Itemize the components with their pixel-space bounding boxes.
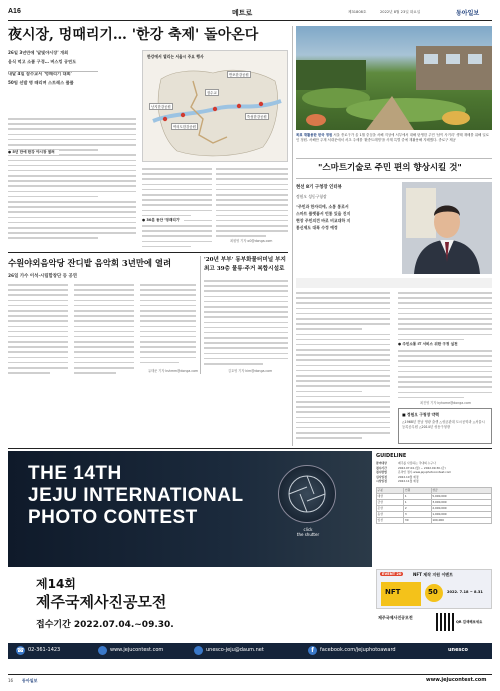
map-label: 반포한강공원: [229, 73, 249, 77]
prize-cell: 100,000: [431, 517, 491, 523]
prize-cell: 30: [404, 517, 431, 523]
prize-cell: 은상: [377, 505, 404, 511]
phone-icon: ☎: [16, 647, 25, 654]
article4-headline-2: 최고 39층 물류·주거 복합시설로: [204, 266, 285, 272]
email-icon: [194, 646, 203, 655]
guideline-title: GUIDELINE: [376, 453, 407, 459]
guide-value: 2022.07.04.(월) ~ 2022.09.30.(금): [398, 465, 446, 470]
advertisement: [8, 448, 492, 670]
ad-kr-name: 제주국제사진공모전: [36, 593, 167, 611]
event-dates: 2022. 7.18 ~ 8.31: [447, 590, 483, 594]
event-tag: EVENT 20: [382, 572, 402, 576]
contact-web[interactable]: www.jejucontest.com: [110, 647, 164, 653]
article2-divider: [296, 178, 492, 179]
article2-body-col1: [296, 292, 390, 442]
prize-cell: 2,000,000: [431, 505, 491, 511]
nft-badge: [381, 582, 421, 606]
ad-period: 접수기간 2022.07.04.~09.30.: [36, 620, 174, 630]
prize-cell: 1: [404, 499, 431, 505]
guideline-panel: [376, 453, 492, 565]
contact-phone: 02-361-1423: [28, 647, 61, 653]
quote-line: 현장 주민의견 바로 비교대하 지: [296, 218, 351, 223]
summary-line: 내달 4일 잠수교서 '멍때리기 대회': [8, 71, 72, 76]
prize-cell: 1,000,000: [431, 511, 491, 517]
quote-line: "주민과 한자리에, 소통 통로서: [296, 204, 349, 209]
map-label: 난지한강공원: [151, 105, 171, 109]
prize-cell: 입선: [377, 517, 404, 523]
contact-facebook[interactable]: facebook.com/jejuphotoaward: [320, 647, 396, 653]
guide-label: 접수기간: [376, 465, 387, 470]
article1-summary: [8, 50, 138, 86]
article1-body-col2: [142, 168, 212, 251]
article1-byline: 최원영 기자 o0@donga.com: [230, 239, 273, 243]
article1-body-col3: [216, 168, 288, 241]
issue-date: 2022년 8월 23일 화요일: [380, 10, 421, 14]
guide-value: 온라인 접수 www.jejuphotocontest.com: [398, 470, 452, 475]
paper-name: 동아일보: [456, 10, 480, 17]
facebook-icon: f: [308, 646, 317, 655]
ad-kr-title: [8, 569, 372, 639]
ad-title-3: PHOTO CONTEST: [28, 507, 198, 528]
qr-code[interactable]: [436, 613, 454, 631]
info-box-text: △1968년 전남 영광 출생 △성균관대 도시공학과 △서울시 등록공무원 △2014년 성동구청장: [402, 420, 485, 429]
guide-label: 심사일정: [376, 474, 387, 479]
portrait-caption: [296, 278, 492, 288]
nft-label: NFT: [385, 588, 401, 596]
event-number: 50: [428, 588, 438, 596]
prize-table: [376, 487, 492, 524]
article4-body: [204, 280, 288, 368]
article2-byline: 최진영 기자 kyhome@donga.com: [420, 401, 472, 405]
contact-title: 제주국제사진공모전: [378, 615, 413, 620]
quote-line: 스마트 플랫폼서 빈통 있을 진지: [296, 211, 351, 216]
prize-cell: 2: [404, 505, 431, 511]
guide-label: 시상일정: [376, 479, 387, 484]
guide-value: 제주를 사랑하는 국내외 누구나: [398, 461, 436, 465]
prize-row: [377, 517, 492, 523]
column-divider: [292, 26, 293, 446]
garden-photo: [296, 26, 492, 130]
article3-body-col2: [74, 284, 134, 377]
guide-label: 참여대상: [376, 461, 387, 465]
interviewee-name: 정원오 성동구청장: [296, 194, 327, 199]
photo-caption: [296, 133, 492, 155]
article2-headline: "스마트기술로 주민 편의 향상시킬 것": [318, 163, 462, 173]
map-label: 잠수교: [207, 91, 217, 95]
article1-subhead-1: ● 5년 만에 한강 야시장 열려: [8, 150, 59, 155]
prize-cell: 1: [404, 493, 431, 499]
ad-title-2: JEJU INTERNATIONAL: [28, 485, 244, 506]
map-figure: [142, 50, 288, 162]
prize-header-cell: 인원: [404, 487, 431, 493]
quote-line: 통신제도 대폭 수정 예정: [296, 225, 338, 230]
qr-caption: QR 검색해보세요: [456, 620, 483, 624]
summary-divider: [8, 71, 98, 72]
summary-line: 음식 먹고 소품 구경… 버스킹 공연도: [8, 59, 77, 64]
article3-body-col1: [8, 284, 68, 377]
photo-divider: [296, 158, 492, 159]
prize-cell: 동상: [377, 511, 404, 517]
interview-label: 현선 8기 구청장 인터뷰: [296, 185, 342, 190]
footer-rule: [8, 674, 492, 675]
contact-email[interactable]: unesco-jeju@daum.net: [206, 647, 264, 653]
guide-label: 접수방법: [376, 470, 387, 475]
prize-cell: 대상: [377, 493, 404, 499]
guide-value: 2022.11월 예정: [398, 479, 419, 484]
prize-cell: 금상: [377, 499, 404, 505]
event-number-badge: [425, 584, 443, 602]
prize-header-cell: 상금: [431, 487, 491, 493]
photo-caption-text: 서울 종로구가 올 1월 중심을 서해 지상에 서부에서 대해 탄생한 주민 '남이 사거리' 생태 재배를 위해 일로인 정원. 서해안 주재 서대문에서 서초 주세를 '환종트레빙'을 사계 특별 중에 재활용해 지배했다. 종로구 제공: [296, 133, 489, 142]
summary-line: 50팀 선발 명 때리며 스트레스 풀풀: [8, 80, 74, 85]
map-label: 뚝섬한강공원: [247, 115, 267, 119]
prize-header-cell: 구분: [377, 487, 404, 493]
prize-cell: 3: [404, 511, 431, 517]
prize-cell: 3,000,000: [431, 499, 491, 505]
article2-body-col2: [398, 292, 492, 344]
portrait-figure: [402, 182, 492, 274]
prize-cell: 5,000,000: [431, 493, 491, 499]
header-rule: [8, 20, 492, 21]
shutter-label: click the shutter: [296, 527, 320, 537]
ad-hero: [8, 451, 372, 567]
article4-headline: '20년 부부' 동부화물터미널 부지: [204, 257, 286, 263]
map-title: 한강에서 열리는 서울시 주요 행사: [147, 54, 204, 59]
web-icon: [98, 646, 107, 655]
event-title: NFT 제작 지원 이벤트: [413, 572, 454, 577]
guide-row: [376, 479, 492, 484]
article2-subhead: ● 주민소통 IT 서비스 위한 구정 실천: [398, 342, 458, 346]
portrait-photo: [402, 182, 492, 274]
shutter-circle[interactable]: [278, 465, 336, 523]
ad-bottom-bar: [8, 643, 492, 659]
ad-title-1: THE 14TH: [28, 463, 122, 484]
info-box-title: ■ 정원오 구청장 약력: [402, 412, 439, 417]
page-header: [8, 6, 492, 20]
guide-value: 2022.10월 예정: [398, 474, 419, 479]
quote-block: [296, 203, 396, 231]
article2-body-col2b: [398, 350, 492, 402]
article1-headline: 夜시장, 멍때리기… '한강 축제' 돌아온다: [8, 27, 259, 43]
article1-subhead-2: ● 30분 동안 '멍때리기': [142, 218, 184, 223]
ad-kr-edition: 제14회: [36, 577, 76, 591]
garden-scene: [296, 26, 492, 130]
article4-byline: 김호영 기자 kim@donga.com: [228, 369, 273, 373]
footer-page-number: 16: [8, 678, 14, 683]
summary-line: 26일 3년만에 '달빛야시장' 개최: [8, 50, 69, 55]
article4-divider: [200, 256, 201, 374]
article3-subhead: 26일 가수 이석·시립합창단 등 공연: [8, 274, 78, 279]
unesco-logo: unesco: [448, 647, 468, 653]
article3-byline: 유태준 기자 kshmm@donga.com: [148, 369, 199, 373]
nft-event[interactable]: [376, 569, 492, 609]
info-box: [398, 408, 492, 444]
article3-headline: 수원야외음악당 잔디밭 음악회 3년만에 열려: [8, 258, 172, 268]
section-rule: [8, 252, 288, 253]
shutter-icon: [278, 465, 336, 523]
section-name: 메트로: [232, 9, 253, 17]
footer-website[interactable]: www.jejucontest.com: [426, 677, 487, 683]
footer-brand: 동아일보: [22, 678, 38, 683]
article3-body-col3: [140, 284, 196, 367]
issue-number: 제31808호: [348, 10, 367, 14]
page-number: A16: [8, 8, 21, 15]
contact-box: [376, 613, 492, 643]
map-label: 여의도한강공원: [173, 125, 196, 129]
article1-body-col1: [8, 118, 136, 243]
photo-caption-title: 목표 재활용한 한국 정원: [296, 133, 333, 137]
